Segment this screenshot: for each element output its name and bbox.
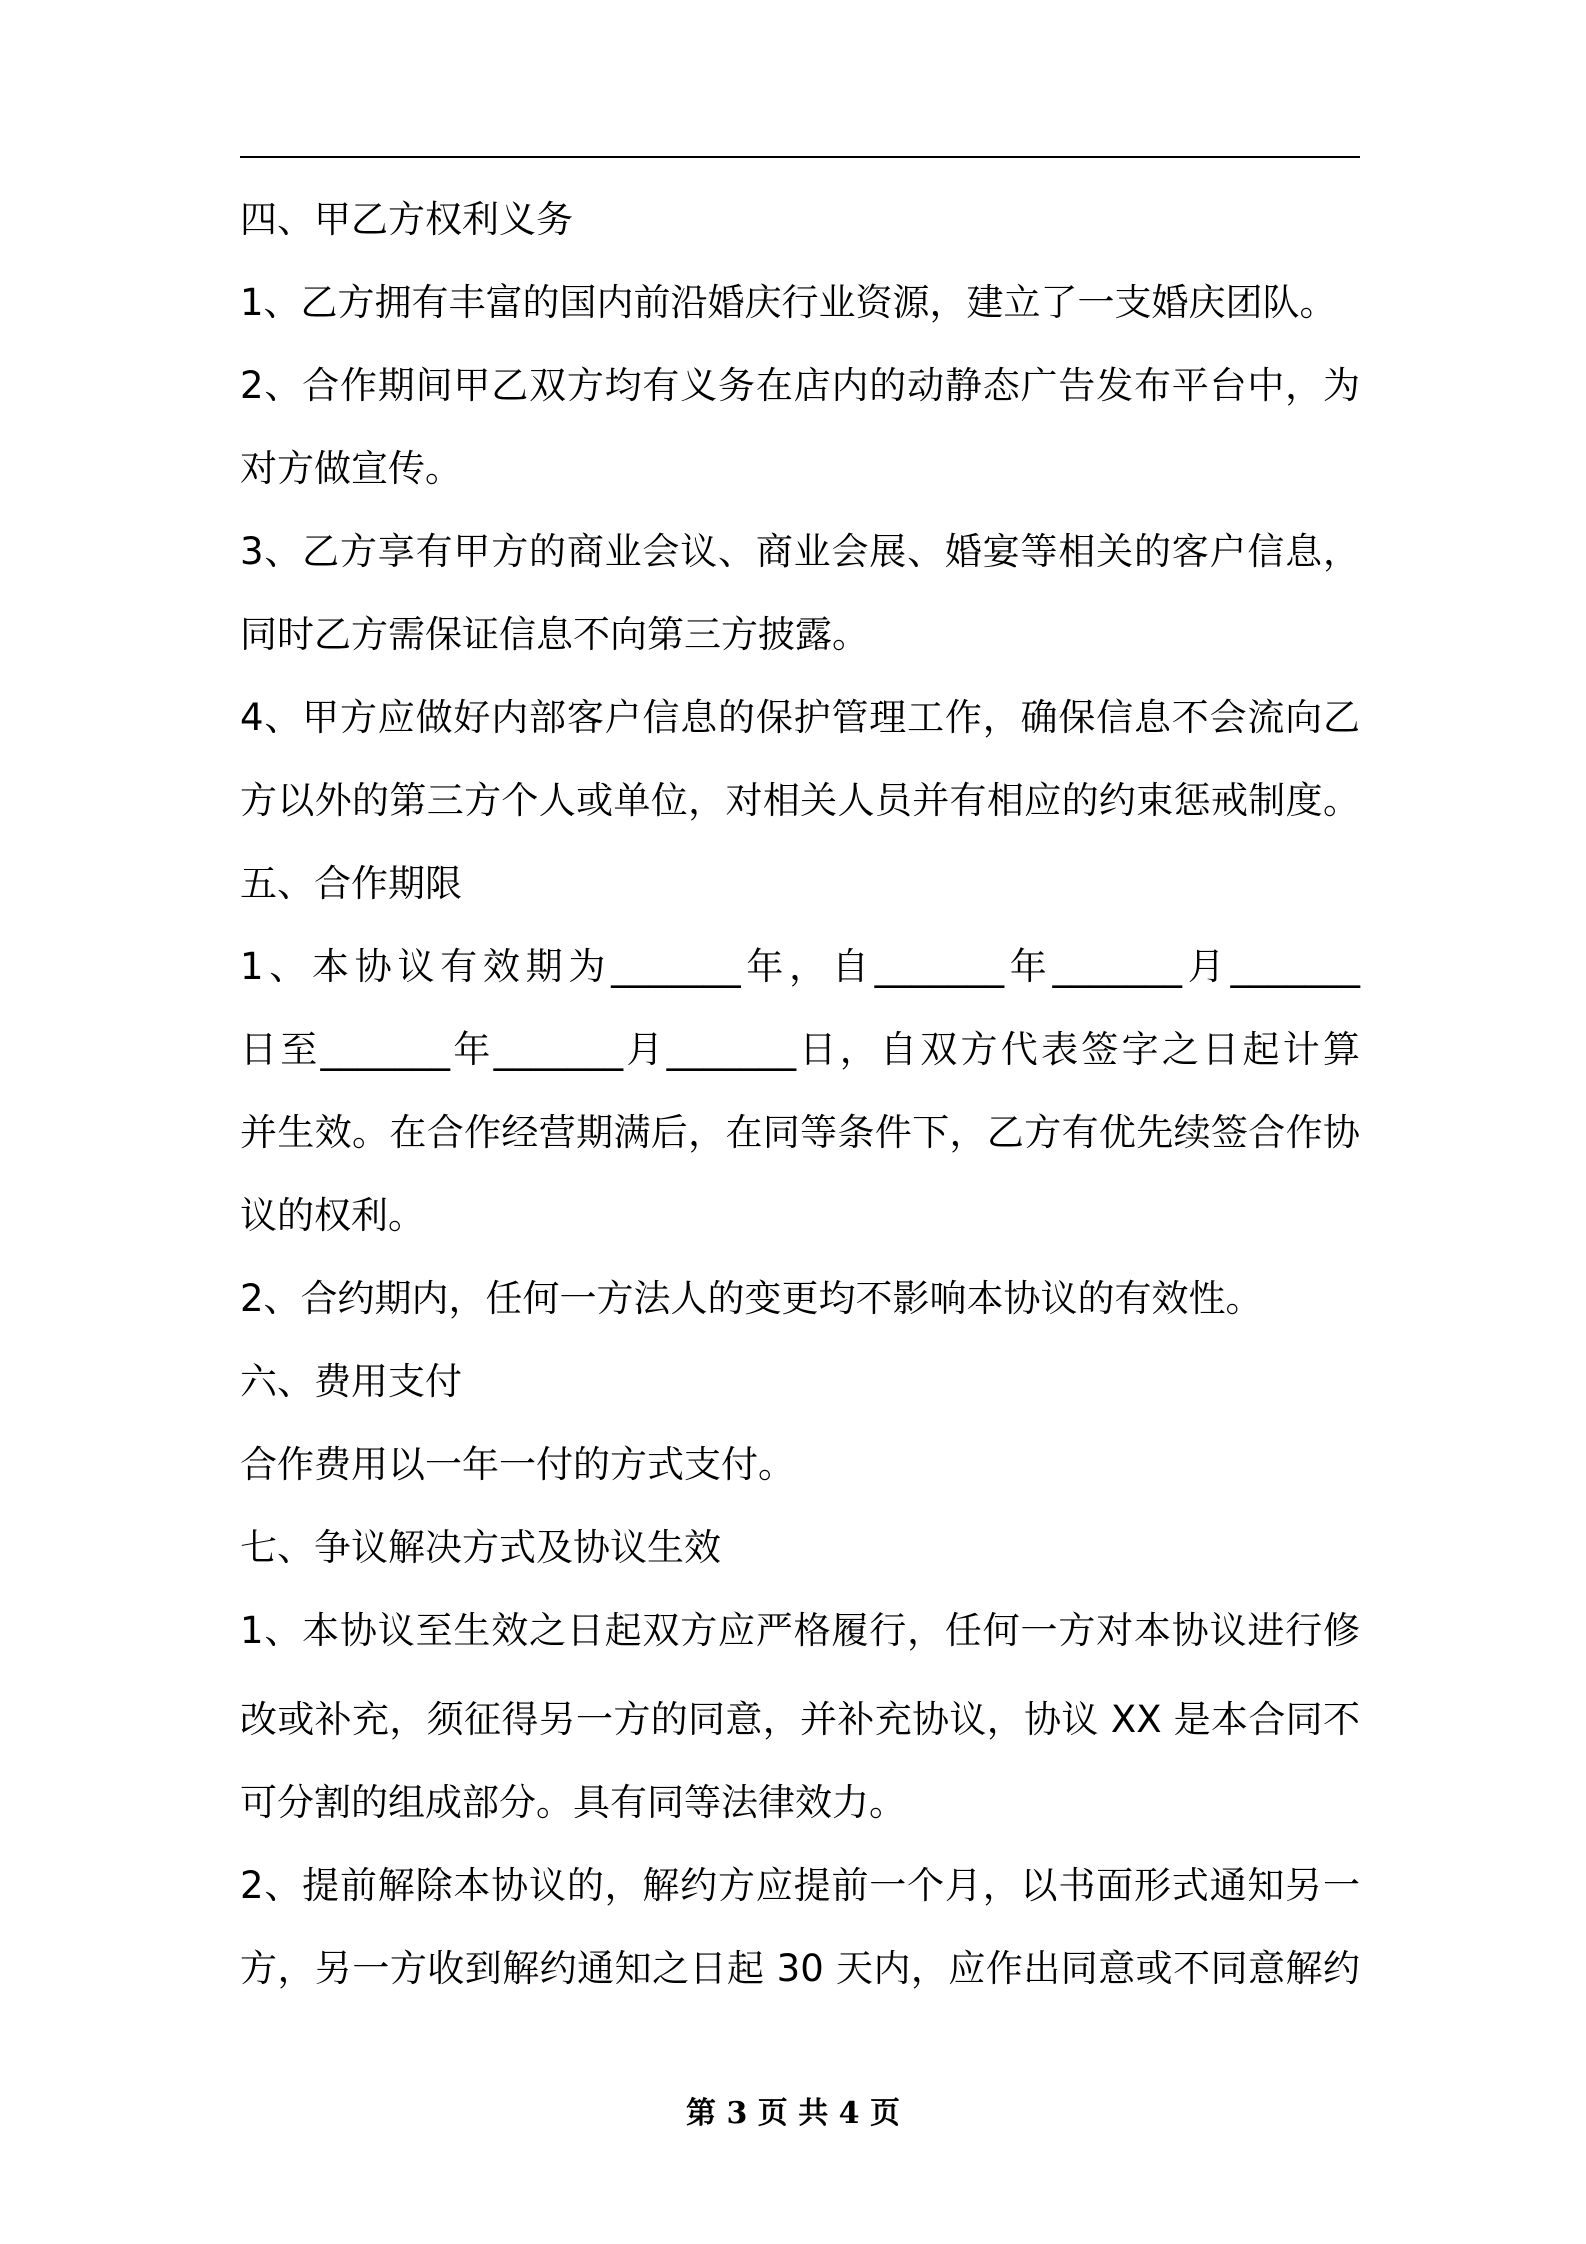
clause-line: 1、乙方拥有丰富的国内前沿婚庆行业资源，建立了一支婚庆团队。 (240, 281, 1337, 324)
clause-line: 议的权利。 (240, 1194, 425, 1237)
page-number-footer: 第 3 页 共 4 页 (686, 2096, 900, 2131)
section-heading-rights: 四、甲乙方权利义务 (240, 198, 573, 241)
clause-line: 方以外的第三方个人或单位，对相关人员并有相应的约束惩戒制度。 (240, 779, 1360, 822)
clause-line: 日至_______年_______月_______日，自双方代表签字之日起计算 (240, 1028, 1360, 1071)
section-heading-payment: 六、费用支付 (240, 1360, 462, 1403)
section-heading-disputes: 七、争议解决方式及协议生效 (240, 1526, 721, 1569)
clause-line: 可分割的组成部分。具有同等法律效力。 (240, 1781, 906, 1824)
clause-line: 1、本协议有效期为_______年，自_______年_______月_______ (240, 945, 1360, 988)
header-rule (240, 156, 1360, 158)
clause-line: 对方做宣传。 (240, 447, 462, 490)
clause-line: 合作费用以一年一付的方式支付。 (240, 1443, 795, 1486)
clause-line: 4、甲方应做好内部客户信息的保护管理工作，确保信息不会流向乙 (240, 696, 1360, 739)
clause-line: 并生效。在合作经营期满后，在同等条件下，乙方有优先续签合作协 (240, 1111, 1360, 1154)
section-heading-term: 五、合作期限 (240, 862, 462, 905)
clause-line: 2、提前解除本协议的，解约方应提前一个月，以书面形式通知另一 (240, 1864, 1360, 1907)
clause-line: 2、合作期间甲乙双方均有义务在店内的动静态广告发布平台中，为 (240, 364, 1360, 407)
clause-line: 同时乙方需保证信息不向第三方披露。 (240, 613, 869, 656)
clause-line: 2、合约期内，任何一方法人的变更均不影响本协议的有效性。 (240, 1277, 1263, 1320)
clause-line: 改或补充，须征得另一方的同意，并补充协议，协议 XX 是本合同不 (240, 1698, 1360, 1741)
clause-line: 方，另一方收到解约通知之日起 30 天内，应作出同意或不同意解约 (240, 1947, 1360, 1990)
clause-line: 3、乙方享有甲方的商业会议、商业会展、婚宴等相关的客户信息， (240, 530, 1360, 573)
clause-line: 1、本协议至生效之日起双方应严格履行，任何一方对本协议进行修 (240, 1609, 1360, 1652)
